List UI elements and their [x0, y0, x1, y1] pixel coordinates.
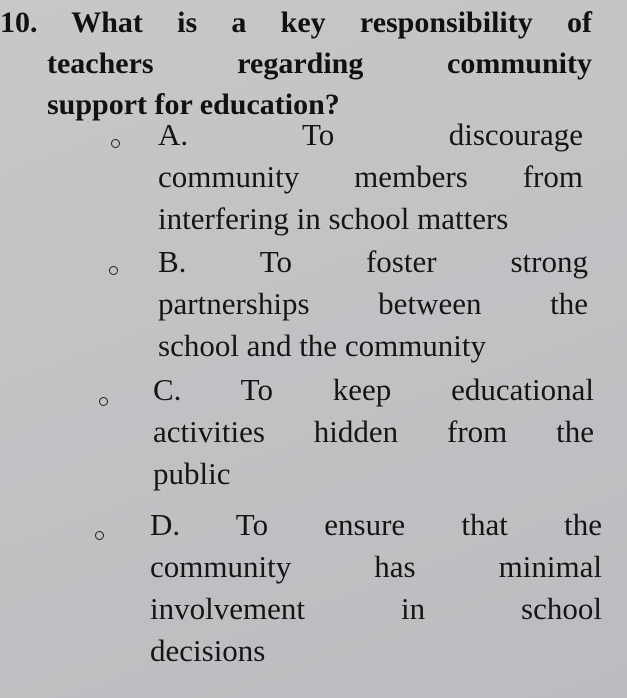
option-c-line: activities hidden from the — [153, 414, 594, 449]
option-a-line: interfering in school matters — [158, 201, 509, 236]
option-a-line: A. To discourage — [158, 117, 583, 152]
option-d-line: involvement in school — [150, 591, 602, 626]
radio-bullet-icon[interactable] — [111, 139, 120, 148]
option-b-line: B. To foster strong — [158, 244, 588, 279]
radio-bullet-icon[interactable] — [95, 531, 104, 540]
radio-bullet-icon[interactable] — [99, 397, 108, 406]
question-line: support for education? — [47, 88, 340, 121]
option-b-line: partnerships between the — [158, 286, 588, 321]
option-c-line: C. To keep educational — [153, 372, 594, 407]
option-b-line: school and the community — [158, 328, 487, 363]
option-c-line: public — [153, 456, 231, 491]
option-d-line: decisions — [150, 633, 266, 668]
question-line: 10. What is a key responsibility of — [0, 6, 592, 39]
question-line: teachers regarding community — [47, 47, 592, 80]
radio-bullet-icon[interactable] — [109, 266, 118, 275]
option-a-line: community members from — [158, 159, 583, 194]
option-d-line: community has minimal — [150, 549, 602, 584]
option-d-line: D. To ensure that the — [150, 507, 602, 542]
